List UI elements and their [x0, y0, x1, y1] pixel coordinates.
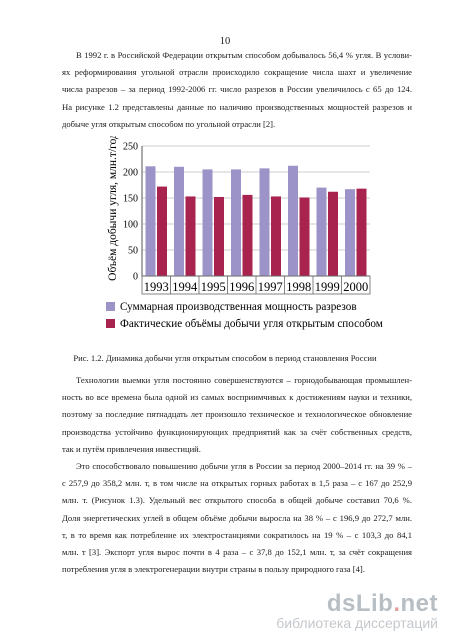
- text-line: В 1992 г. в Российской Федерации открытым способом добывалось 56,4 % угля. В услови-: [76, 50, 412, 60]
- watermark-subtitle: библиотека диссертаций: [276, 615, 438, 631]
- paragraph-2: [62, 372, 412, 578]
- text-line: числа разрезов – за период 1992-2006 гг. число разрезов в России увеличилось с 65 до 124.: [62, 84, 412, 95]
- bar-capacity: [174, 167, 184, 276]
- bar-production: [300, 197, 310, 276]
- bar-production: [186, 196, 196, 276]
- bar-production: [357, 189, 367, 276]
- x-tick-label: 1997: [257, 280, 283, 294]
- x-tick-label: 1994: [172, 280, 198, 294]
- bar-capacity: [146, 166, 156, 276]
- y-axis-label: Объём добычи угля, млн.т/год: [107, 136, 119, 281]
- y-tick-label: 50: [128, 245, 138, 257]
- x-tick-label: 1993: [143, 280, 169, 294]
- text-line: добыче угля открытым способом по угольной отрасли [2].: [62, 118, 276, 129]
- figure-caption: Рис. 1.2. Динамика добычи угля открытым способом в период становления России: [73, 353, 377, 363]
- x-tick-label: 2000: [343, 280, 369, 294]
- bar-production: [328, 192, 338, 276]
- y-tick-label: 0: [133, 271, 138, 283]
- bar-chart: [100, 136, 390, 346]
- y-tick-label: 250: [123, 141, 138, 153]
- legend-label: Суммарная производственная мощность разрезов: [120, 301, 357, 313]
- bar-capacity: [317, 188, 327, 276]
- text-line: млн. т. (Рисунок 1.3). Удельный вес открытого способа в общей добыче составил 70,6 %.: [62, 495, 412, 506]
- text-line: Это способствовало повышению добычи угля в России за период 2000–2014 гг. на 39 % –: [76, 461, 412, 472]
- x-tick-label: 1996: [229, 280, 255, 294]
- chart: [100, 136, 390, 346]
- text-line: т, в то время как потребление их электростанциями сократилось на 19 % – с 103,3 до 84,1: [62, 529, 412, 540]
- legend-swatch: [106, 302, 115, 311]
- text-line: потребления угля в электрогенерации внутри страны в пользу природного газа [4].: [62, 564, 365, 575]
- text-line: Доля энергетических углей в общем объёме добычи выросла на 38 % – с 196,9 до 272,7 млн.: [62, 512, 412, 523]
- paragraph-1: [62, 47, 412, 133]
- x-tick-label: 1995: [200, 280, 226, 294]
- legend-swatch: [106, 319, 115, 328]
- bar-capacity: [260, 168, 270, 276]
- bar-capacity: [203, 169, 213, 276]
- y-tick-label: 100: [123, 219, 138, 231]
- text-line: ность во все времена была одной из самых восприимчивых к достижениям науки и техники,: [62, 392, 412, 403]
- bar-production: [157, 187, 167, 276]
- text-line: поэтому за последние пятнадцать лет произошло техническое и технологическое обновление: [62, 409, 412, 420]
- text-line: ях реформирования угольной отрасли происходило сокращение числа шахт и увеличение: [62, 67, 412, 78]
- x-tick-label: 1999: [314, 280, 340, 294]
- x-tick-label: 1998: [286, 280, 312, 294]
- text-line: Технологии выемки угля постоянно совершенствуются – горнодобывающая промышлен-: [76, 375, 412, 385]
- legend-label: Фактические объёмы добычи угля открытым способом: [120, 318, 383, 330]
- bar-production: [243, 195, 253, 276]
- bar-capacity: [288, 166, 298, 276]
- page-number: 10: [219, 36, 231, 47]
- y-tick-label: 200: [123, 167, 138, 179]
- bar-production: [271, 196, 281, 276]
- y-tick-label: 150: [123, 193, 138, 205]
- watermark: [276, 592, 438, 631]
- text-line: с 257,9 до 358,2 млн. т, в том числе на открытых горных работах в 1,5 раза – с 167 до 252,9: [62, 478, 412, 489]
- text-line: На рисунке 1.2 представлены данные по наличию производственных мощностей разрезов и: [62, 101, 412, 112]
- text-line: производства устойчиво функционирующих предприятий как за счёт собственных средств,: [62, 426, 412, 437]
- bar-capacity: [345, 189, 355, 276]
- bar-capacity: [231, 169, 241, 276]
- text-line: млн. т [3]. Экспорт угля вырос почти в 4 раза – с 37,8 до 152,1 млн. т, за счёт сокращения: [62, 547, 412, 558]
- bar-production: [214, 197, 224, 276]
- watermark-logo: dsLib.net: [326, 590, 438, 617]
- text-line: так и путём привлечения инвестиций.: [62, 443, 201, 454]
